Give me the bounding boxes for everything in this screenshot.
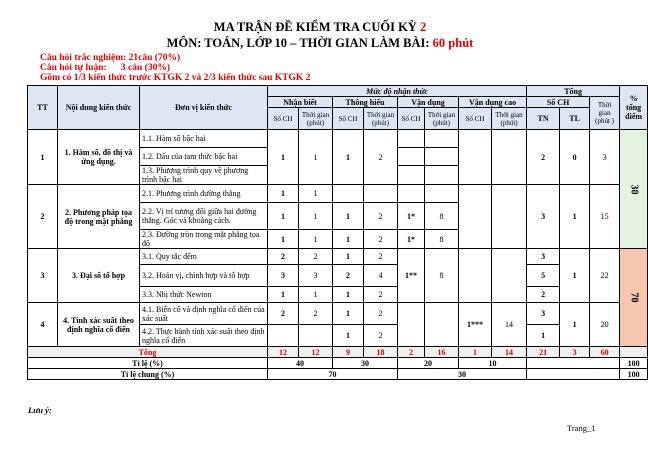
- row-unit: 3.1. Quy tắc đếm: [140, 249, 268, 265]
- cell: 5: [527, 265, 560, 287]
- row-tt: 1: [28, 130, 58, 185]
- cell: 1: [333, 325, 364, 347]
- row-unit: 2.2. Vị trí tương đối giữa hai đường thẳng. Góc và khoảng cách.: [140, 203, 268, 230]
- cell: 70: [268, 369, 398, 380]
- col-nb-soch: Số CH: [268, 108, 299, 130]
- cell: [398, 185, 425, 203]
- cell: [425, 166, 459, 185]
- cell: 1**: [398, 249, 425, 303]
- subtitle-prefix: MÔN: TOÁN, LỚP 10 – THỜI GIAN LÀM BÀI:: [166, 36, 433, 50]
- cell: 8: [425, 203, 459, 230]
- cell: 8: [425, 249, 459, 303]
- col-content: Nội dung kiến thức: [58, 86, 140, 130]
- row-tt: 2: [28, 185, 58, 249]
- cell: 1: [299, 185, 333, 203]
- cell: 3: [560, 347, 590, 358]
- totals-label: Tổng: [28, 347, 268, 358]
- cell: 2: [364, 130, 398, 185]
- cell: [425, 303, 459, 347]
- cell: 15: [590, 185, 620, 249]
- cell: 1: [333, 130, 364, 185]
- row-tt: 4: [28, 303, 58, 347]
- title-number: 2: [419, 20, 427, 34]
- cell: [398, 148, 425, 166]
- row-unit: 4.2. Thực hành tính xác suất theo định nghĩa cổ điển: [140, 325, 268, 347]
- row-unit: 1.2. Dấu của tam thức bậc hai: [140, 148, 268, 166]
- cell: 2: [398, 347, 425, 358]
- cell: 3: [527, 249, 560, 265]
- rate-label: Tỉ lệ (%): [28, 358, 268, 369]
- col-tn: TN: [527, 108, 560, 130]
- cell: 1: [560, 185, 590, 249]
- row-unit: 4.1. Biến cố và định nghĩa cổ điển của xác suất: [140, 303, 268, 325]
- cell: 1: [333, 249, 364, 265]
- cell: [459, 130, 492, 185]
- cell: [364, 185, 398, 203]
- cell: 9: [333, 347, 364, 358]
- cell: 2: [364, 325, 398, 347]
- row-unit: 2.1. Phương trình đường thẳng: [140, 185, 268, 203]
- row-unit: 3.2. Hoán vị, chỉnh hợp và tổ hợp: [140, 265, 268, 287]
- cell: [333, 185, 364, 203]
- row-unit: 3.3. Nhị thức Newton: [140, 287, 268, 303]
- row-unit: 1.1. Hàm số bậc hai: [140, 130, 268, 148]
- row-unit: 2.3. Đường tròn trong mặt phẳng tọa độ: [140, 230, 268, 249]
- cell: 2: [299, 303, 333, 325]
- row-content: 1. Hàm số, đồ thị và ứng dụng.: [58, 130, 140, 185]
- percent-cell: [620, 249, 648, 347]
- col-vdc-time: Thời gian (phút): [492, 108, 527, 130]
- subtitle-time: 60 phút: [432, 36, 474, 50]
- cell: 18: [364, 347, 398, 358]
- cell: 3: [299, 265, 333, 287]
- cell: 14: [492, 303, 527, 347]
- cell: 21: [527, 347, 560, 358]
- cell: [398, 303, 425, 347]
- cell: 1: [560, 303, 590, 347]
- col-vd-soch: Số CH: [398, 108, 425, 130]
- col-vd: Vận dụng: [398, 97, 459, 108]
- col-tt: TT: [28, 86, 58, 130]
- page-title: [0, 20, 640, 35]
- cell: [527, 369, 620, 380]
- cell: [527, 358, 620, 369]
- cell: 1: [299, 287, 333, 303]
- row-content: 3. Đại số tổ hợp: [58, 249, 140, 303]
- cell: 2: [364, 230, 398, 249]
- cell: 0: [560, 130, 590, 185]
- cell: [492, 249, 527, 303]
- cell: 12: [299, 347, 333, 358]
- percent-value: 70: [628, 292, 640, 303]
- cell: 1: [268, 185, 299, 203]
- cell: 2: [333, 265, 364, 287]
- cell: 2: [299, 249, 333, 265]
- title-prefix: MA TRẬN ĐỀ KIỂM TRA CUỐI KỲ: [213, 20, 420, 34]
- cell: [398, 166, 425, 185]
- cell: 12: [268, 347, 299, 358]
- cell: 60: [590, 347, 620, 358]
- cell: [425, 148, 459, 166]
- cell: 1: [333, 303, 364, 325]
- cell: 1: [268, 230, 299, 249]
- col-total: Tổng: [527, 86, 620, 97]
- cell: 3: [527, 185, 560, 249]
- percent-value: 30: [628, 184, 640, 194]
- col-nb-time: Thời gian (phút): [299, 108, 333, 130]
- cell: 100: [620, 358, 648, 369]
- col-vdc: Vận dụng cao: [459, 97, 527, 108]
- cell: [492, 185, 527, 249]
- cell: 14: [492, 347, 527, 358]
- col-th-time: Thời gian (phút): [364, 108, 398, 130]
- col-nb: Nhận biết: [268, 97, 333, 108]
- table-row: [28, 303, 648, 325]
- cell: 20: [590, 303, 620, 347]
- col-total-soch: Số CH: [527, 97, 590, 108]
- cell: 4: [364, 265, 398, 287]
- table-row: [28, 249, 648, 265]
- matrix-table: [27, 85, 648, 380]
- cell: [398, 130, 425, 148]
- cell: 2: [268, 303, 299, 325]
- cell: 20: [398, 358, 459, 369]
- note-label: Lưu ý:: [28, 405, 52, 415]
- cell: 3: [268, 265, 299, 287]
- common-rate-row: [28, 369, 648, 380]
- table-row: [28, 185, 648, 203]
- row-content: 4. Tính xác suất theo định nghĩa cổ điển: [58, 303, 140, 347]
- cell: 1: [268, 203, 299, 230]
- cell: [459, 249, 492, 303]
- cell: 3: [590, 130, 620, 185]
- cell: 1***: [459, 303, 492, 347]
- row-content: 2. Phương pháp tọa độ trong mặt phẳng: [58, 185, 140, 249]
- info-essay: Câu hỏi tự luận: 3 câu (30%): [40, 63, 171, 73]
- cell: 1*: [398, 203, 425, 230]
- info-multiple-choice: Câu hỏi trắc nghiệm: 21câu (70%): [40, 53, 181, 63]
- info-scope: Gồm có 1/3 kiến thức trước KTGK 2 và 2/3 kiến thức sau KTGK 2: [40, 73, 311, 83]
- cell: 2: [364, 287, 398, 303]
- cell: 10: [459, 358, 527, 369]
- cell: [425, 185, 459, 203]
- page-subtitle: [0, 36, 640, 51]
- cell: 1*: [398, 230, 425, 249]
- cell: 30: [398, 369, 527, 380]
- cell: 2: [268, 249, 299, 265]
- col-total-time: Thời gian (phút ): [590, 97, 620, 130]
- col-vd-time: Thời gian (phút): [425, 108, 459, 130]
- cell: [492, 130, 527, 185]
- cell: 22: [590, 249, 620, 303]
- cell: 1: [527, 325, 560, 347]
- col-th: Thông hiểu: [333, 97, 398, 108]
- cell: 8: [425, 230, 459, 249]
- cell: 1: [268, 130, 299, 185]
- rate-row: [28, 358, 648, 369]
- page-number: Trang_1: [567, 423, 596, 433]
- cell: [620, 347, 648, 358]
- cell: 1: [560, 249, 590, 303]
- cell: [299, 325, 333, 347]
- cell: 1: [333, 203, 364, 230]
- row-tt: 3: [28, 249, 58, 303]
- cell: 16: [425, 347, 459, 358]
- col-level: Mức độ nhận thức: [268, 86, 527, 97]
- cell: 2: [364, 203, 398, 230]
- cell: 1: [333, 230, 364, 249]
- totals-row: [28, 347, 648, 358]
- cell: [459, 185, 492, 249]
- cell: 1: [333, 287, 364, 303]
- common-rate-label: Tỉ lệ chung (%): [28, 369, 268, 380]
- cell: 100: [620, 369, 648, 380]
- table-row: [28, 130, 648, 148]
- col-percent: % tổng điểm: [620, 86, 648, 130]
- cell: 1: [459, 347, 492, 358]
- cell: 40: [268, 358, 333, 369]
- cell: [425, 130, 459, 148]
- col-unit: Đơn vị kiến thức: [140, 86, 268, 130]
- col-tl: TL: [560, 108, 590, 130]
- cell: 3: [527, 303, 560, 325]
- cell: 2: [527, 130, 560, 185]
- cell: 1: [299, 230, 333, 249]
- cell: 2: [364, 303, 398, 325]
- col-th-soch: Số CH: [333, 108, 364, 130]
- cell: 30: [333, 358, 398, 369]
- row-unit: 1.3. Phương trình quy về phương trình bậc hai: [140, 166, 268, 185]
- cell: 2: [527, 287, 560, 303]
- cell: 1: [299, 130, 333, 185]
- cell: [268, 325, 299, 347]
- col-vdc-soch: Số CH: [459, 108, 492, 130]
- percent-cell: [620, 130, 648, 249]
- cell: 2: [364, 249, 398, 265]
- cell: 1: [268, 287, 299, 303]
- cell: 1: [299, 203, 333, 230]
